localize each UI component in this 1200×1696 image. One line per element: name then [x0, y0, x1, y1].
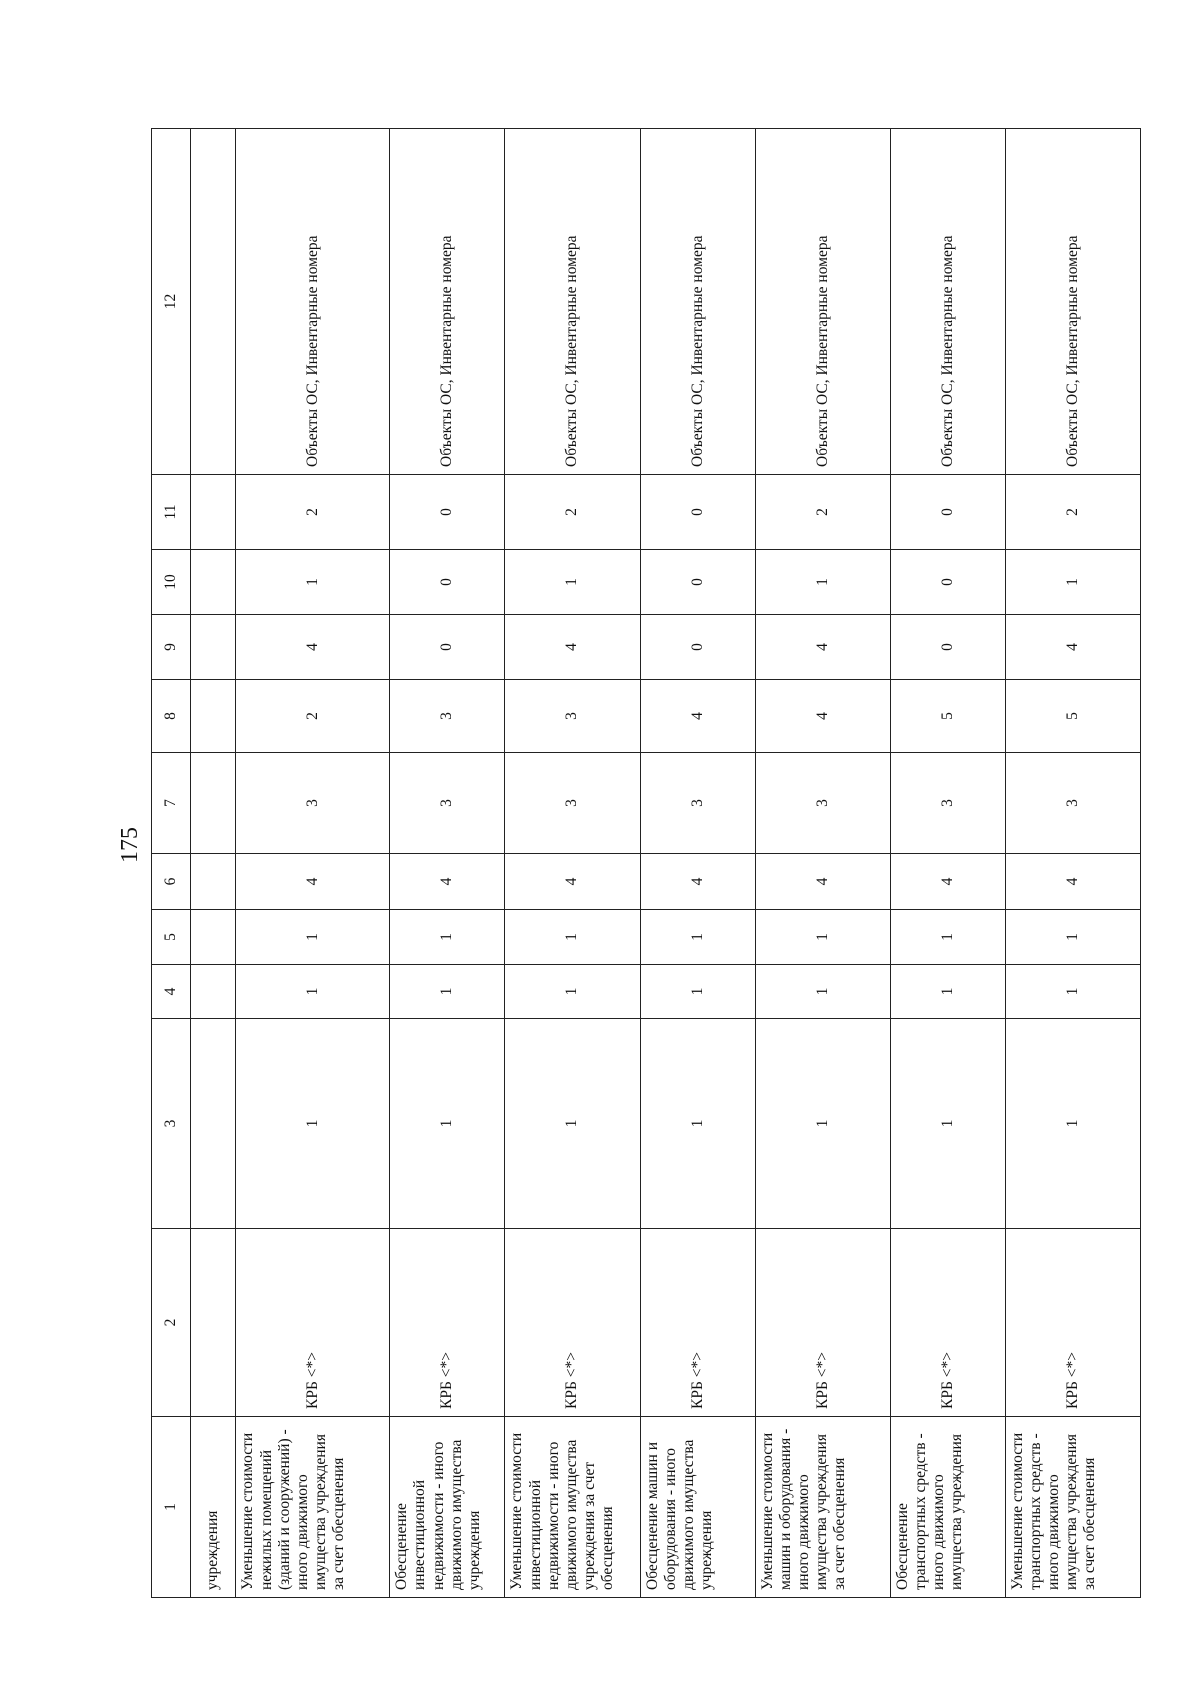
row-analytics: Объекты ОС, Инвентарные номера	[755, 129, 890, 475]
col-header-9: 9	[152, 615, 191, 680]
row-analytics: Объекты ОС, Инвентарные номера	[1005, 129, 1140, 475]
row-code: КРБ <*>	[890, 1229, 1005, 1417]
row-description: Уменьшение стоимости инвестиционной недвижимости - иного движимого имущества учреждения за счет обесценения	[505, 1417, 640, 1598]
row-value: 4	[505, 854, 640, 910]
row-value: 1	[390, 910, 505, 965]
row-value: 2	[755, 475, 890, 550]
empty-cell	[191, 129, 236, 475]
col-header-6: 6	[152, 854, 191, 910]
col-header-4: 4	[152, 965, 191, 1019]
row-description: Уменьшение стоимости нежилых помещений (зданий и сооружений) - иного движимого имущества учреждения за счет обесценения	[236, 1417, 390, 1598]
row-value: 1	[236, 965, 390, 1019]
col-header-5: 5	[152, 910, 191, 965]
table-row	[390, 129, 505, 1598]
row-value: 3	[1005, 753, 1140, 854]
row-value: 4	[505, 615, 640, 680]
empty-cell	[191, 965, 236, 1019]
row-value: 1	[236, 1019, 390, 1229]
row-value: 4	[390, 854, 505, 910]
row-value: 0	[890, 550, 1005, 615]
empty-cell	[191, 854, 236, 910]
row-analytics: Объекты ОС, Инвентарные номера	[890, 129, 1005, 475]
rotated-table-frame	[151, 129, 1141, 1598]
table-row	[890, 129, 1005, 1598]
row-value: 4	[1005, 615, 1140, 680]
row-value: 1	[236, 550, 390, 615]
row-value: 1	[390, 1019, 505, 1229]
row-value: 1	[505, 1019, 640, 1229]
row-value: 4	[1005, 854, 1140, 910]
row-code: КРБ <*>	[236, 1229, 390, 1417]
row-value: 3	[755, 753, 890, 854]
empty-cell	[191, 680, 236, 753]
row-value: 1	[640, 1019, 755, 1229]
row-value: 3	[640, 753, 755, 854]
accounting-table	[151, 128, 1141, 1598]
row-value: 1	[1005, 1019, 1140, 1229]
row-analytics: Объекты ОС, Инвентарные номера	[640, 129, 755, 475]
table-container	[151, 129, 1141, 1598]
row-description: Уменьшение стоимости транспортных средств - иного движимого имущества учреждения за счет обесценения	[1005, 1417, 1140, 1598]
row-value: 2	[505, 475, 640, 550]
table-row	[1005, 129, 1140, 1598]
row-code: КРБ <*>	[1005, 1229, 1140, 1417]
table-row	[640, 129, 755, 1598]
continuation-text: учреждения	[191, 1417, 236, 1598]
table-row	[755, 129, 890, 1598]
row-value: 1	[755, 550, 890, 615]
empty-cell	[191, 753, 236, 854]
row-value: 4	[755, 615, 890, 680]
header-row	[152, 129, 191, 1598]
row-value: 2	[236, 475, 390, 550]
empty-cell	[191, 910, 236, 965]
row-value: 4	[890, 854, 1005, 910]
row-analytics: Объекты ОС, Инвентарные номера	[505, 129, 640, 475]
col-header-10: 10	[152, 550, 191, 615]
row-value: 0	[890, 615, 1005, 680]
empty-cell	[191, 1019, 236, 1229]
row-code: КРБ <*>	[390, 1229, 505, 1417]
row-analytics: Объекты ОС, Инвентарные номера	[236, 129, 390, 475]
continuation-row	[191, 129, 236, 1598]
row-value: 1	[1005, 550, 1140, 615]
row-value: 2	[236, 680, 390, 753]
row-value: 1	[236, 910, 390, 965]
row-value: 1	[390, 965, 505, 1019]
row-value: 1	[755, 965, 890, 1019]
empty-cell	[191, 550, 236, 615]
row-value: 1	[1005, 910, 1140, 965]
row-value: 3	[505, 680, 640, 753]
row-description: Обесценение транспортных средств - иного движимого имущества учреждения	[890, 1417, 1005, 1598]
empty-cell	[191, 615, 236, 680]
row-value: 1	[505, 910, 640, 965]
row-value: 0	[640, 550, 755, 615]
row-description: Обесценение инвестиционной недвижимости - иного движимого имущества учреждения	[390, 1417, 505, 1598]
row-value: 3	[505, 753, 640, 854]
row-value: 0	[890, 475, 1005, 550]
empty-cell	[191, 1229, 236, 1417]
row-value: 1	[640, 910, 755, 965]
table-row	[236, 129, 390, 1598]
col-header-3: 3	[152, 1019, 191, 1229]
row-value: 0	[390, 550, 505, 615]
row-description: Обесценение машин и оборудования - иного движимого имущества учреждения	[640, 1417, 755, 1598]
row-value: 1	[755, 1019, 890, 1229]
col-header-1: 1	[152, 1417, 191, 1598]
row-value: 4	[755, 854, 890, 910]
row-value: 4	[236, 854, 390, 910]
row-value: 1	[640, 965, 755, 1019]
row-value: 3	[390, 753, 505, 854]
row-code: КРБ <*>	[505, 1229, 640, 1417]
col-header-12: 12	[152, 129, 191, 475]
row-value: 1	[505, 965, 640, 1019]
row-value: 3	[236, 753, 390, 854]
row-value: 5	[890, 680, 1005, 753]
row-value: 1	[1005, 965, 1140, 1019]
row-value: 1	[890, 965, 1005, 1019]
row-value: 2	[1005, 475, 1140, 550]
row-analytics: Объекты ОС, Инвентарные номера	[390, 129, 505, 475]
col-header-11: 11	[152, 475, 191, 550]
row-value: 0	[640, 475, 755, 550]
row-value: 1	[890, 1019, 1005, 1229]
page-number: 175	[117, 827, 143, 863]
row-code: КРБ <*>	[640, 1229, 755, 1417]
row-value: 3	[890, 753, 1005, 854]
row-description: Уменьшение стоимости машин и оборудования - иного движимого имущества учреждения за счет обесценения	[755, 1417, 890, 1598]
row-code: КРБ <*>	[755, 1229, 890, 1417]
col-header-7: 7	[152, 753, 191, 854]
row-value: 3	[390, 680, 505, 753]
col-header-8: 8	[152, 680, 191, 753]
row-value: 0	[390, 615, 505, 680]
row-value: 1	[755, 910, 890, 965]
row-value: 1	[890, 910, 1005, 965]
table-body	[236, 129, 1141, 1598]
row-value: 1	[505, 550, 640, 615]
row-value: 4	[236, 615, 390, 680]
table-row	[505, 129, 640, 1598]
row-value: 4	[755, 680, 890, 753]
col-header-2: 2	[152, 1229, 191, 1417]
row-value: 0	[390, 475, 505, 550]
empty-cell	[191, 475, 236, 550]
row-value: 4	[640, 680, 755, 753]
row-value: 4	[640, 854, 755, 910]
row-value: 5	[1005, 680, 1140, 753]
row-value: 0	[640, 615, 755, 680]
